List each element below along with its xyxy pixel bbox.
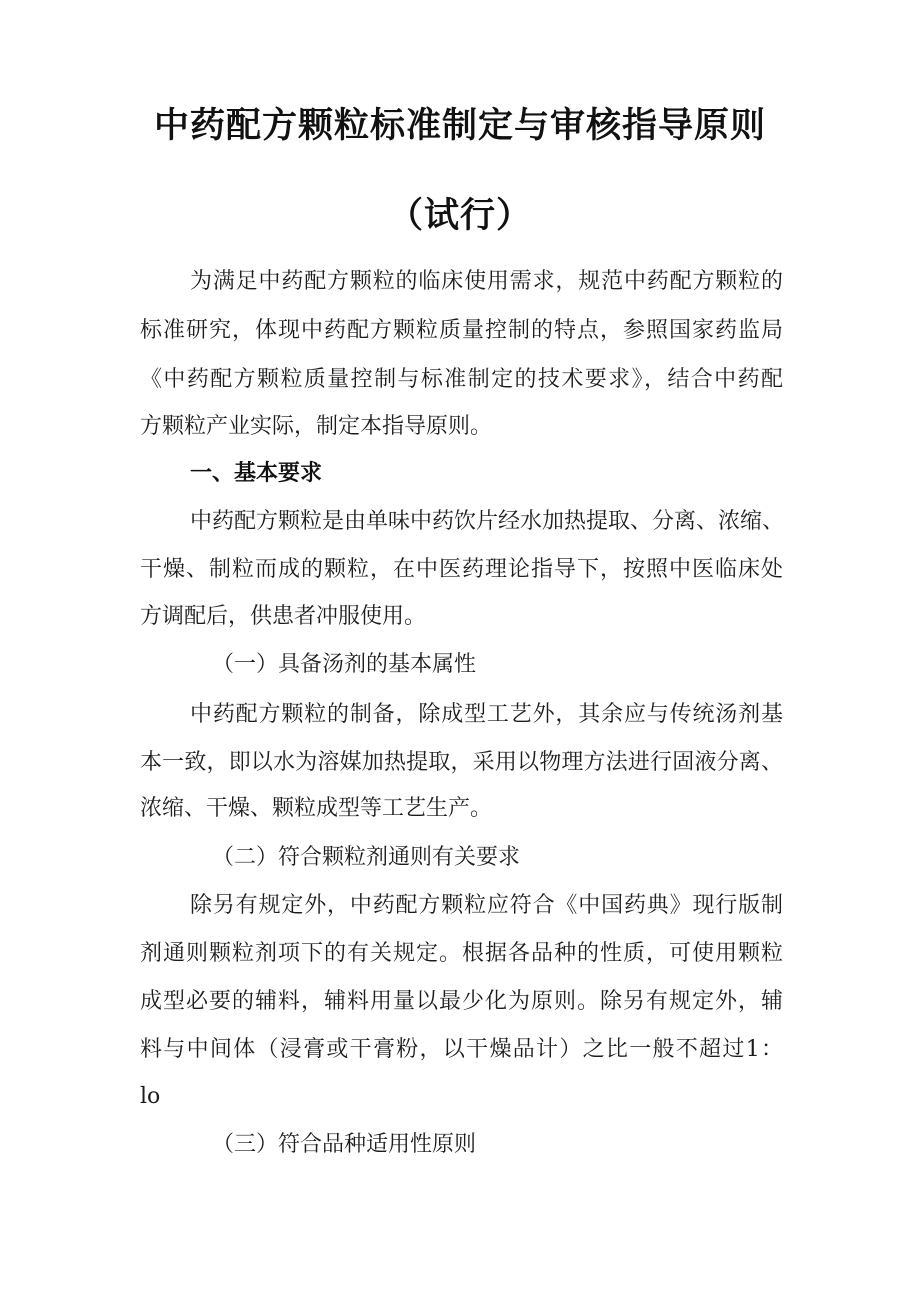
sub2-line-4: 料与中间体（浸膏或干膏粉，以干燥品计）之比一般不超过1： <box>140 1037 783 1062</box>
section-heading-basic-requirements: 一、基本要求 <box>190 461 323 486</box>
document-title: 中药配方颗粒标准制定与审核指导原则 <box>153 106 766 146</box>
section1-line-3: 方调配后，供患者冲服使用。 <box>140 604 427 629</box>
sub2-line-5: lo <box>140 1084 161 1109</box>
intro-line-3: 《中药配方颗粒质量控制与标准制定的技术要求》，结合中药配 <box>140 367 783 392</box>
sub1-line-2: 本一致，即以水为溶媒加热提取，采用以物理方法进行固液分离、 <box>140 750 783 775</box>
subsection-heading-1: （一）具备汤剂的基本属性 <box>212 652 477 677</box>
section1-line-1: 中药配方颗粒是由单味中药饮片经水加热提取、分离、浓缩、 <box>190 509 785 534</box>
sub1-line-3: 浓缩、干燥、颗粒成型等工艺生产。 <box>140 796 493 821</box>
subsection-heading-2: （二）符合颗粒剂通则有关要求 <box>212 845 521 870</box>
sub1-line-1: 中药配方颗粒的制备，除成型工艺外，其余应与传统汤剂基 <box>190 702 783 727</box>
sub2-line-3: 成型必要的辅料，辅料用量以最少化为原则。除另有规定外，辅 <box>140 989 783 1014</box>
intro-line-2: 标准研究，体现中药配方颗粒质量控制的特点，参照国家药监局 <box>140 318 783 343</box>
sub2-line-2: 剂通则颗粒剂项下的有关规定。根据各品种的性质，可使用颗粒 <box>140 941 783 966</box>
subsection-heading-3: （三）符合品种适用性原则 <box>212 1132 477 1157</box>
intro-line-1: 为满足中药配方颗粒的临床使用需求，规范中药配方颗粒的 <box>190 269 783 294</box>
sub2-line-1: 除另有规定外，中药配方颗粒应符合《中国药典》现行版制 <box>190 893 783 918</box>
section1-line-2: 干燥、制粒而成的颗粒，在中医药理论指导下，按照中医临床处 <box>140 557 783 582</box>
intro-line-4: 方颗粒产业实际，制定本指导原则。 <box>140 414 493 439</box>
document-subtitle: （试行） <box>387 196 532 236</box>
